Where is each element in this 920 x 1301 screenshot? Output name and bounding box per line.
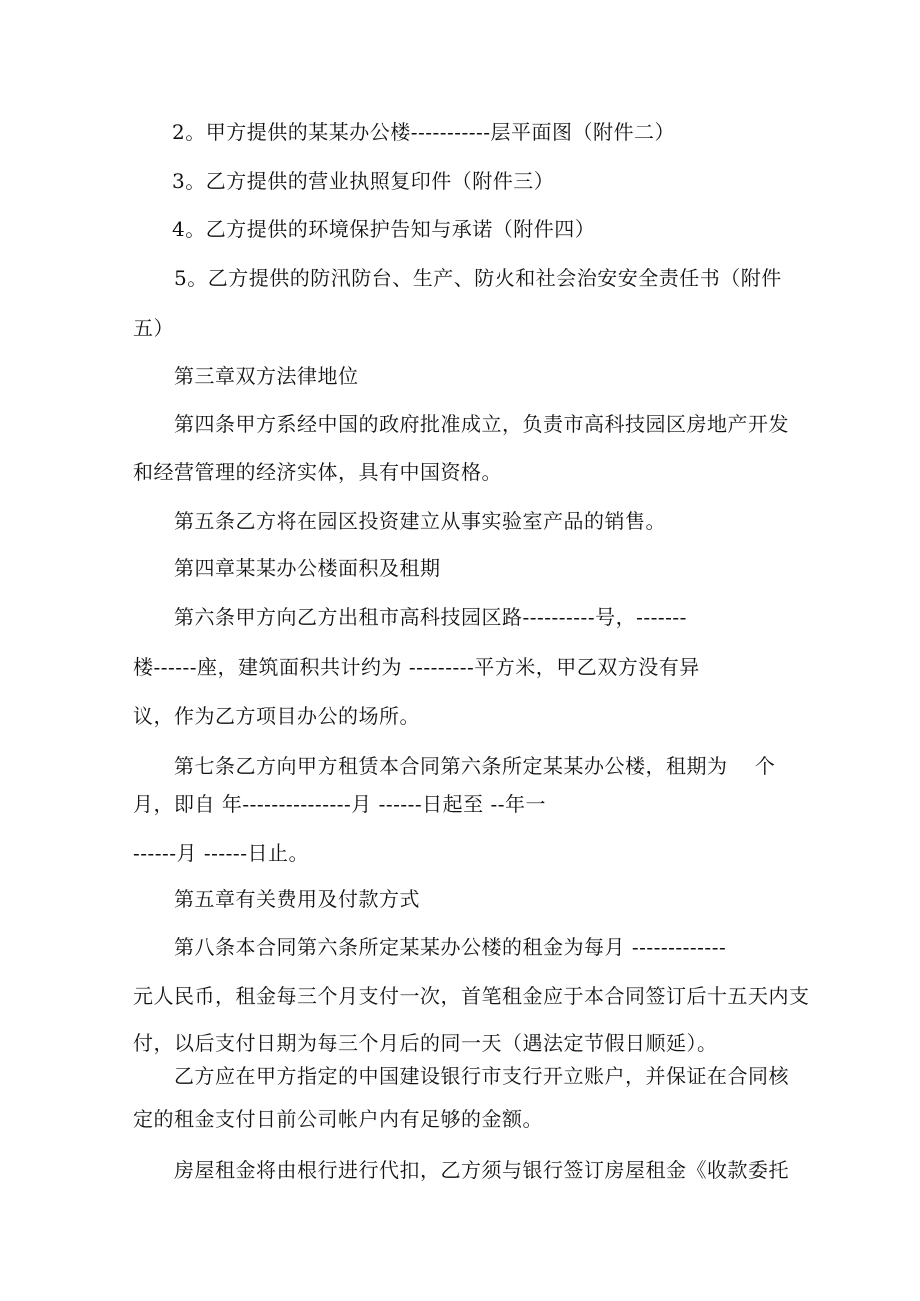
chapter-heading-3: 第三章双方法律地位 <box>174 364 359 388</box>
article-7-continued-1: 月，即自 年---------------月 ------日起至 --年一 <box>133 792 547 816</box>
bank-account-paragraph: 乙方应在甲方指定的中国建设银行市支行开立账户，并保证在合同核 <box>174 1064 789 1088</box>
article-6-continued-2: 议，作为乙方项目办公的场所。 <box>133 704 420 728</box>
article-8: 第八条本合同第六条所定某某办公楼的租金为每月 ------------- <box>174 935 727 959</box>
attachment-item-2: 2。甲方提供的某某办公楼-----------层平面图（附件二） <box>172 120 676 144</box>
article-7-continued-2: ------月 ------日止。 <box>133 841 309 865</box>
article-6: 第六条甲方向乙方出租市高科技园区路----------号，------- <box>174 605 687 629</box>
attachment-item-5-continued: 五） <box>133 316 174 340</box>
attachment-item-4: 4。乙方提供的环境保护告知与承诺（附件四） <box>172 217 596 241</box>
article-8-continued-1: 元人民币，租金每三个月支付一次，首笔租金应于本合同签订后十五天内支 <box>133 984 810 1008</box>
bank-account-paragraph-continued: 定的租金支付日前公司帐户内有足够的金额。 <box>133 1107 543 1131</box>
article-6-continued-1: 楼------座，建筑面积共计约为 ---------平方米，甲乙双方没有异 <box>133 655 700 679</box>
rent-deduction-paragraph: 房屋租金将由根行进行代扣，乙方须与银行签订房屋租金《收款委托 <box>174 1158 789 1182</box>
article-8-continued-2: 付，以后支付日期为每三个月后的同一天（遇法定节假日顺延）。 <box>133 1031 718 1055</box>
article-4-continued: 和经营管理的经济实体，具有中国资格。 <box>133 460 502 484</box>
article-5: 第五条乙方将在园区投资建立从事实验室产品的销售。 <box>174 509 666 533</box>
attachment-item-3: 3。乙方提供的营业执照复印件（附件三） <box>172 169 555 193</box>
article-7: 第七条乙方向甲方租赁本合同第六条所定某某办公楼，租期为 个 <box>174 754 776 778</box>
chapter-heading-5: 第五章有关费用及付款方式 <box>174 887 420 911</box>
article-4: 第四条甲方系经中国的政府批准成立，负责市高科技园区房地产开发 <box>174 412 789 436</box>
chapter-heading-4: 第四章某某办公楼面积及租期 <box>174 556 441 580</box>
attachment-item-5: 5。乙方提供的防汛防台、生产、防火和社会治安安全责任书（附件 <box>174 266 782 290</box>
